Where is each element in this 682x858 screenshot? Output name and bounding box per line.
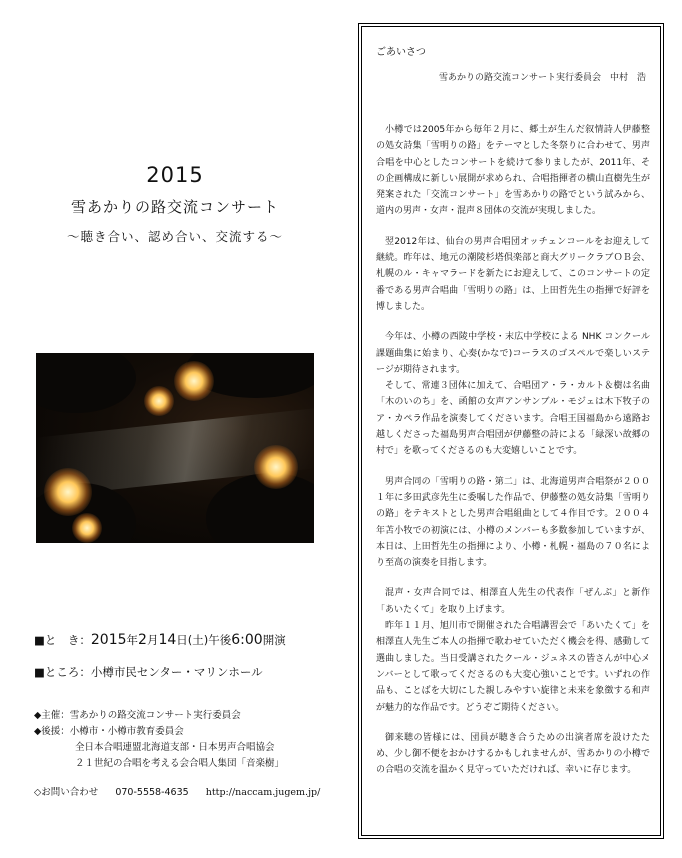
lantern-glow (44, 468, 92, 516)
lantern-photo (36, 353, 314, 543)
rock-shape (206, 473, 314, 543)
rock-shape (36, 353, 136, 413)
greeting-paragraph: 昨年１１月、旭川市で開催された合唱講習会で「あいたくて」を相澤直人先生ご本人の指揮で歌わせていただく機会を得、感動して選曲しました。当日受講されたクール・ジュネスの皆さんが中心メンバーとして歌ってくださるのも大変心強いことです。いずれの作品も、ことばを大切にした親しみやすい旋律と未来を象徴する和声が魅力的な作品です。どうぞご期待ください。 (376, 621, 650, 713)
greeting-box (361, 26, 661, 836)
greeting-paragraph: 小樽では2005年から毎年２月に、郷土が生んだ叙情詩人伊藤整の処女詩集「雪明りの路」をテーマとした冬祭りに合わせて、男声合唱を中心としたコンサートを続けて参りましたが、2011年、その企画構成に新しい展開が求められ、合唱指揮者の横山直樹先生が発案された「交流コンサート」を雪あかりの路でという試みから、道内の男声・女声・混声８団体の交流が実現しました。 (376, 125, 650, 217)
support-line-3: ２１世紀の合唱を考える会合唱人集団「音楽樹」 (75, 758, 285, 769)
greeting-paragraph: 御来聴の皆様には、団員が聴き合うための出演者席を設けたため、少し御不便をおかけするかもしれませんが、雪あかりの小樽での合唱の交流を温かく見守っていただければ、幸いに存じます。 (376, 732, 650, 776)
event-title: 雪あかりの路交流コンサート (70, 198, 279, 216)
greeting-paragraph: 翌2012年は、仙台の男声合唱団オッチェンコールをお迎えして継続。昨年は、地元の潮陵杉塔倶楽部と商大グリークラブＯＢ会、札幌のル・キャマラードを新たにお迎えして、このコンサートの定番である男声合唱曲「雪明りの路」は、上田哲先生の指揮で好評を博しました。 (376, 236, 650, 312)
greeting-author: 雪あかりの路交流コンサート実行委員会 中村 浩 (438, 73, 646, 83)
event-date: ■と き：2015年2月14日(土)午後6:00開演 (34, 632, 286, 648)
contact-url[interactable]: http://naccam.jugem.jp/ (205, 787, 321, 798)
contact-info (34, 784, 334, 798)
host-organizer: ◆主催：雪あかりの路交流コンサート実行委員会 (34, 710, 241, 721)
support-line-2: 全日本合唱連盟北海道支部・日本男声合唱協会 (75, 742, 275, 753)
greeting-heading: ごあいさつ (376, 47, 426, 58)
event-subtitle: ～聴き合い、認め合い、交流する～ (66, 229, 283, 244)
event-place: ■ところ：小樽市民センター・マリンホール (34, 665, 263, 679)
greeting-paragraph: そして、常連３団体に加えて、合唱団ア・ラ・カルト＆樹は名曲「木のいのち」を、函館の女声アンサンブル・モジェは木下牧子のア・カペラ作品を演奏してくださいます。合唱王国福島から遠路お越しくださった福島男声合唱団が伊藤整の詩による「緑深い故郷の村で」を歌ってくださるのも大変嬉しいことです。 (376, 381, 650, 457)
lantern-glow (144, 386, 174, 416)
greeting-body (376, 122, 650, 793)
support-line-1: ◆後援：小樽市・小樽市教育委員会 (34, 726, 184, 737)
greeting-paragraph: 男声合同の「雪明りの路・第二」は、北海道男声合唱祭が２００１年に多田武彦先生に委嘱した作品で、伊藤整の処女詩集「雪明りの路」をテキストとした男声合唱組曲として４作目です。２００４年苫小牧での初演には、小樽のメンバーも多数参加していますが、本日は、上田哲先生の指揮により、小樽・札幌・福島の７０名により至高の演奏を目指します。 (376, 476, 650, 569)
event-year: 2015 (146, 163, 204, 187)
lantern-glow (174, 361, 214, 401)
greeting-paragraph: 混声・女声合同では、相澤直人先生の代表作「ぜんぶ」と新作「あいたくて」を取り上げます。 (376, 588, 650, 615)
contact-phone: 070-5558-4635 (115, 787, 189, 798)
lantern-glow (254, 445, 298, 489)
contact-label: ◇お問い合わせ (34, 787, 99, 798)
greeting-paragraph: 今年は、小樽の西陵中学校・末広中学校による NHK コンクール課題曲集に始まり、心奏(かなで)コーラスのゴスペルで楽しいステージが期待されます。 (376, 332, 650, 375)
lantern-glow (72, 513, 102, 543)
